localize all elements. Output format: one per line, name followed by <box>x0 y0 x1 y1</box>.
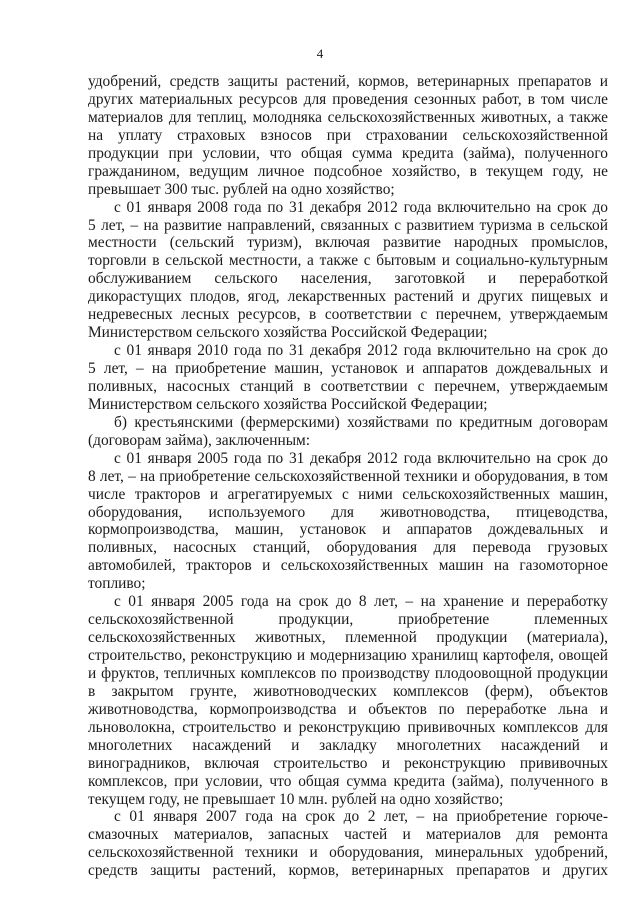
text-line: (договорам займа), заключенным: <box>88 431 311 449</box>
text-line: с 01 января 2005 года на срок до 8 лет, – на хранение и переработку <box>114 593 608 611</box>
text-line: льноволокна, строительство и реконструкцию прививочных комплексов для <box>88 718 608 736</box>
text-line: смазочных материалов, запасных частей и материалов для ремонта <box>88 826 608 844</box>
text-line: дикорастущих плодов, ягод, лекарственных растений и других пищевых и <box>88 288 608 306</box>
text-line: комплексов, при условии, что общая сумма кредита (займа), полученного в <box>88 772 608 790</box>
text-line: гражданином, ведущим личное подсобное хозяйство, в текущем году, не <box>88 162 608 180</box>
text-line: обслуживанием сельского населения, заготовкой и переработкой <box>88 270 608 288</box>
text-line: с 01 января 2005 года по 31 декабря 2012 года включительно на срок до <box>114 449 608 467</box>
text-line: числе тракторов и агрегатируемых с ними сельскохозяйственных машин, <box>88 485 608 503</box>
text-line: текущем году, не превышает 10 млн. рублей на одно хозяйство; <box>88 790 504 808</box>
text-line: других материальных ресурсов для проведения сезонных работ, в том числе <box>88 90 608 108</box>
text-line: недревесных лесных ресурсов, в соответствии с перечнем, утверждаемым <box>88 306 608 324</box>
text-line: торговли в сельской местности, а также с бытовым и социально-культурным <box>88 252 608 270</box>
text-line: превышает 300 тыс. рублей на одно хозяйство; <box>88 180 395 198</box>
text-line: средств защиты растений, кормов, ветеринарных препаратов и других <box>88 862 608 880</box>
text-line: оборудования, используемого для животноводства, птицеводства, <box>88 503 608 521</box>
page-number: 4 <box>316 46 324 61</box>
text-line: поливных, насосных станций, оборудования для перевода грузовых <box>88 539 608 557</box>
text-line: Министерством сельского хозяйства Российской Федерации; <box>88 395 488 413</box>
text-line: 8 лет, – на приобретение сельскохозяйственной техники и оборудования, в том <box>88 467 608 485</box>
text-line: виноградников, включая строительство и реконструкцию прививочных <box>88 754 608 772</box>
text-line: сельскохозяйственных животных, племенной продукции (материала), <box>88 629 608 647</box>
text-line: продукции при условии, что общая сумма кредита (займа), полученного <box>88 144 608 162</box>
text-line: 5 лет, – на приобретение машин, установок и аппаратов дождевальных и <box>88 360 608 377</box>
text-line: местности (сельский туризм), включая развитие народных промыслов, <box>88 234 608 252</box>
text-line: б) крестьянскими (фермерскими) хозяйствами по кредитным договорам <box>114 413 608 431</box>
body-text <box>88 73 608 880</box>
text-line: Министерством сельского хозяйства Российской Федерации; <box>88 324 488 342</box>
text-line: автомобилей, тракторов и сельскохозяйственных машин на газомоторное <box>88 557 608 575</box>
text-line: сельскохозяйственной техники и оборудования, минеральных удобрений, <box>88 844 608 862</box>
text-line: и фруктов, тепличных комплексов по производству плодоовощной продукции <box>88 664 608 682</box>
text-line: на уплату страховых взносов при страховании сельскохозяйственной <box>88 126 608 144</box>
text-line: строительство, реконструкцию и модернизацию хранилищ картофеля, овощей <box>88 647 608 664</box>
text-line: животноводства, кормопроизводства и объектов по переработке льна и <box>88 700 608 718</box>
text-line: топливо; <box>88 575 146 593</box>
text-line: в закрытом грунте, животноводческих комплексов (ферм), объектов <box>88 682 608 700</box>
text-line: с 01 января 2008 года по 31 декабря 2012 года включительно на срок до <box>114 198 608 216</box>
text-line: с 01 января 2010 года по 31 декабря 2012 года включительно на срок до <box>114 342 608 360</box>
text-line: материалов для теплиц, молодняка сельскохозяйственных животных, а также <box>88 108 608 126</box>
text-line: кормопроизводства, машин, установок и аппаратов дождевальных и <box>88 521 608 539</box>
text-line: поливных, насосных станций в соответствии с перечнем, утверждаемым <box>88 377 608 395</box>
text-line: сельскохозяйственной продукции, приобретение племенных <box>88 611 608 629</box>
text-line: многолетних насаждений и закладку многолетних насаждений и <box>88 736 608 754</box>
text-line: удобрений, средств защиты растений, кормов, ветеринарных препаратов и <box>88 73 608 90</box>
text-line: с 01 января 2007 года на срок до 2 лет, – на приобретение горюче- <box>114 808 608 826</box>
text-line: 5 лет, – на развитие направлений, связанных с развитием туризма в сельской <box>88 216 608 234</box>
